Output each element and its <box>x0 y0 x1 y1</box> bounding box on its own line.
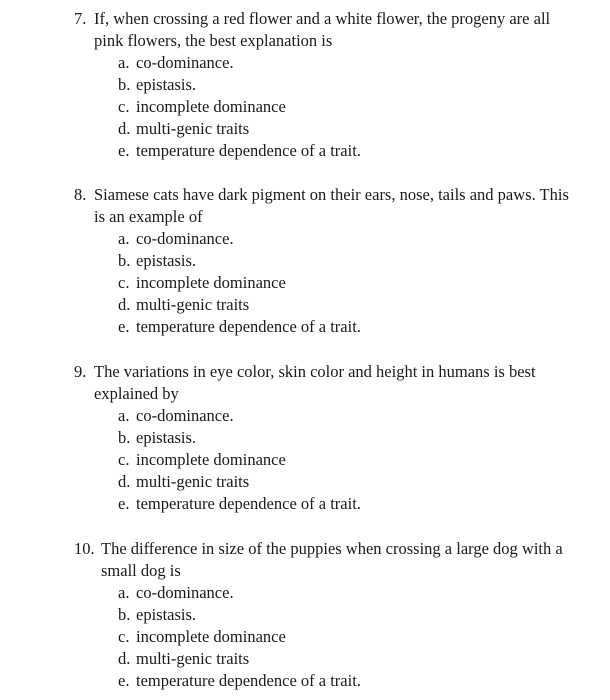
question-text: If, when crossing a red flower and a white flower, the progeny are all pink flowers, the best explanation is <box>94 9 551 50</box>
option-c <box>118 272 574 294</box>
option-text: epistasis. <box>136 75 197 94</box>
question-stem <box>74 538 574 582</box>
option-e <box>118 493 574 515</box>
option-e <box>118 140 574 162</box>
option-letter: b. <box>118 75 131 94</box>
option-e <box>118 670 574 692</box>
options-list <box>74 52 574 162</box>
option-text: multi-genic traits <box>136 119 250 138</box>
question-stem <box>74 361 574 405</box>
option-text: co-dominance. <box>136 406 234 425</box>
option-letter: b. <box>118 428 131 447</box>
question-number: 8. <box>74 185 87 204</box>
question-stem <box>74 8 574 52</box>
option-letter: a. <box>118 53 130 72</box>
option-letter: d. <box>118 472 131 491</box>
option-b <box>118 250 574 272</box>
option-text: temperature dependence of a trait. <box>136 317 361 336</box>
option-letter: a. <box>118 583 130 602</box>
option-c <box>118 626 574 648</box>
option-a <box>118 405 574 427</box>
option-letter: d. <box>118 649 131 668</box>
question-stem <box>74 184 574 228</box>
option-letter: e. <box>118 494 130 513</box>
option-letter: c. <box>118 627 130 646</box>
option-letter: e. <box>118 671 130 690</box>
option-d <box>118 118 574 140</box>
option-text: incomplete dominance <box>136 97 286 116</box>
question-number: 9. <box>74 362 87 381</box>
question-10 <box>74 538 574 692</box>
option-letter: e. <box>118 141 130 160</box>
option-a <box>118 52 574 74</box>
question-9 <box>74 361 574 515</box>
option-letter: c. <box>118 450 130 469</box>
options-list <box>74 582 574 692</box>
option-letter: d. <box>118 119 131 138</box>
option-text: co-dominance. <box>136 583 234 602</box>
option-a <box>118 228 574 250</box>
option-c <box>118 449 574 471</box>
option-text: incomplete dominance <box>136 273 286 292</box>
option-d <box>118 471 574 493</box>
option-text: temperature dependence of a trait. <box>136 671 361 690</box>
option-d <box>118 648 574 670</box>
option-letter: c. <box>118 273 130 292</box>
question-text: The variations in eye color, skin color and height in humans is best explained by <box>94 362 536 403</box>
question-7 <box>74 8 574 162</box>
option-text: incomplete dominance <box>136 450 286 469</box>
option-text: temperature dependence of a trait. <box>136 494 361 513</box>
option-e <box>118 316 574 338</box>
question-8 <box>74 184 574 338</box>
option-a <box>118 582 574 604</box>
option-letter: d. <box>118 295 131 314</box>
option-d <box>118 294 574 316</box>
option-letter: c. <box>118 97 130 116</box>
option-letter: b. <box>118 605 131 624</box>
option-text: epistasis. <box>136 428 197 447</box>
option-text: incomplete dominance <box>136 627 286 646</box>
question-number: 7. <box>74 9 87 28</box>
question-number: 10. <box>74 539 95 558</box>
option-text: multi-genic traits <box>136 295 250 314</box>
option-c <box>118 96 574 118</box>
option-b <box>118 74 574 96</box>
option-b <box>118 427 574 449</box>
options-list <box>74 405 574 515</box>
option-text: temperature dependence of a trait. <box>136 141 361 160</box>
option-letter: a. <box>118 229 130 248</box>
question-text: The difference in size of the puppies when crossing a large dog with a small dog is <box>101 539 563 580</box>
option-text: epistasis. <box>136 605 197 624</box>
option-letter: b. <box>118 251 131 270</box>
option-text: co-dominance. <box>136 229 234 248</box>
option-text: multi-genic traits <box>136 649 250 668</box>
option-text: multi-genic traits <box>136 472 250 491</box>
option-letter: a. <box>118 406 130 425</box>
options-list <box>74 228 574 338</box>
question-text: Siamese cats have dark pigment on their ears, nose, tails and paws. This is an example of <box>94 185 569 226</box>
option-text: co-dominance. <box>136 53 234 72</box>
option-b <box>118 604 574 626</box>
option-letter: e. <box>118 317 130 336</box>
option-text: epistasis. <box>136 251 197 270</box>
